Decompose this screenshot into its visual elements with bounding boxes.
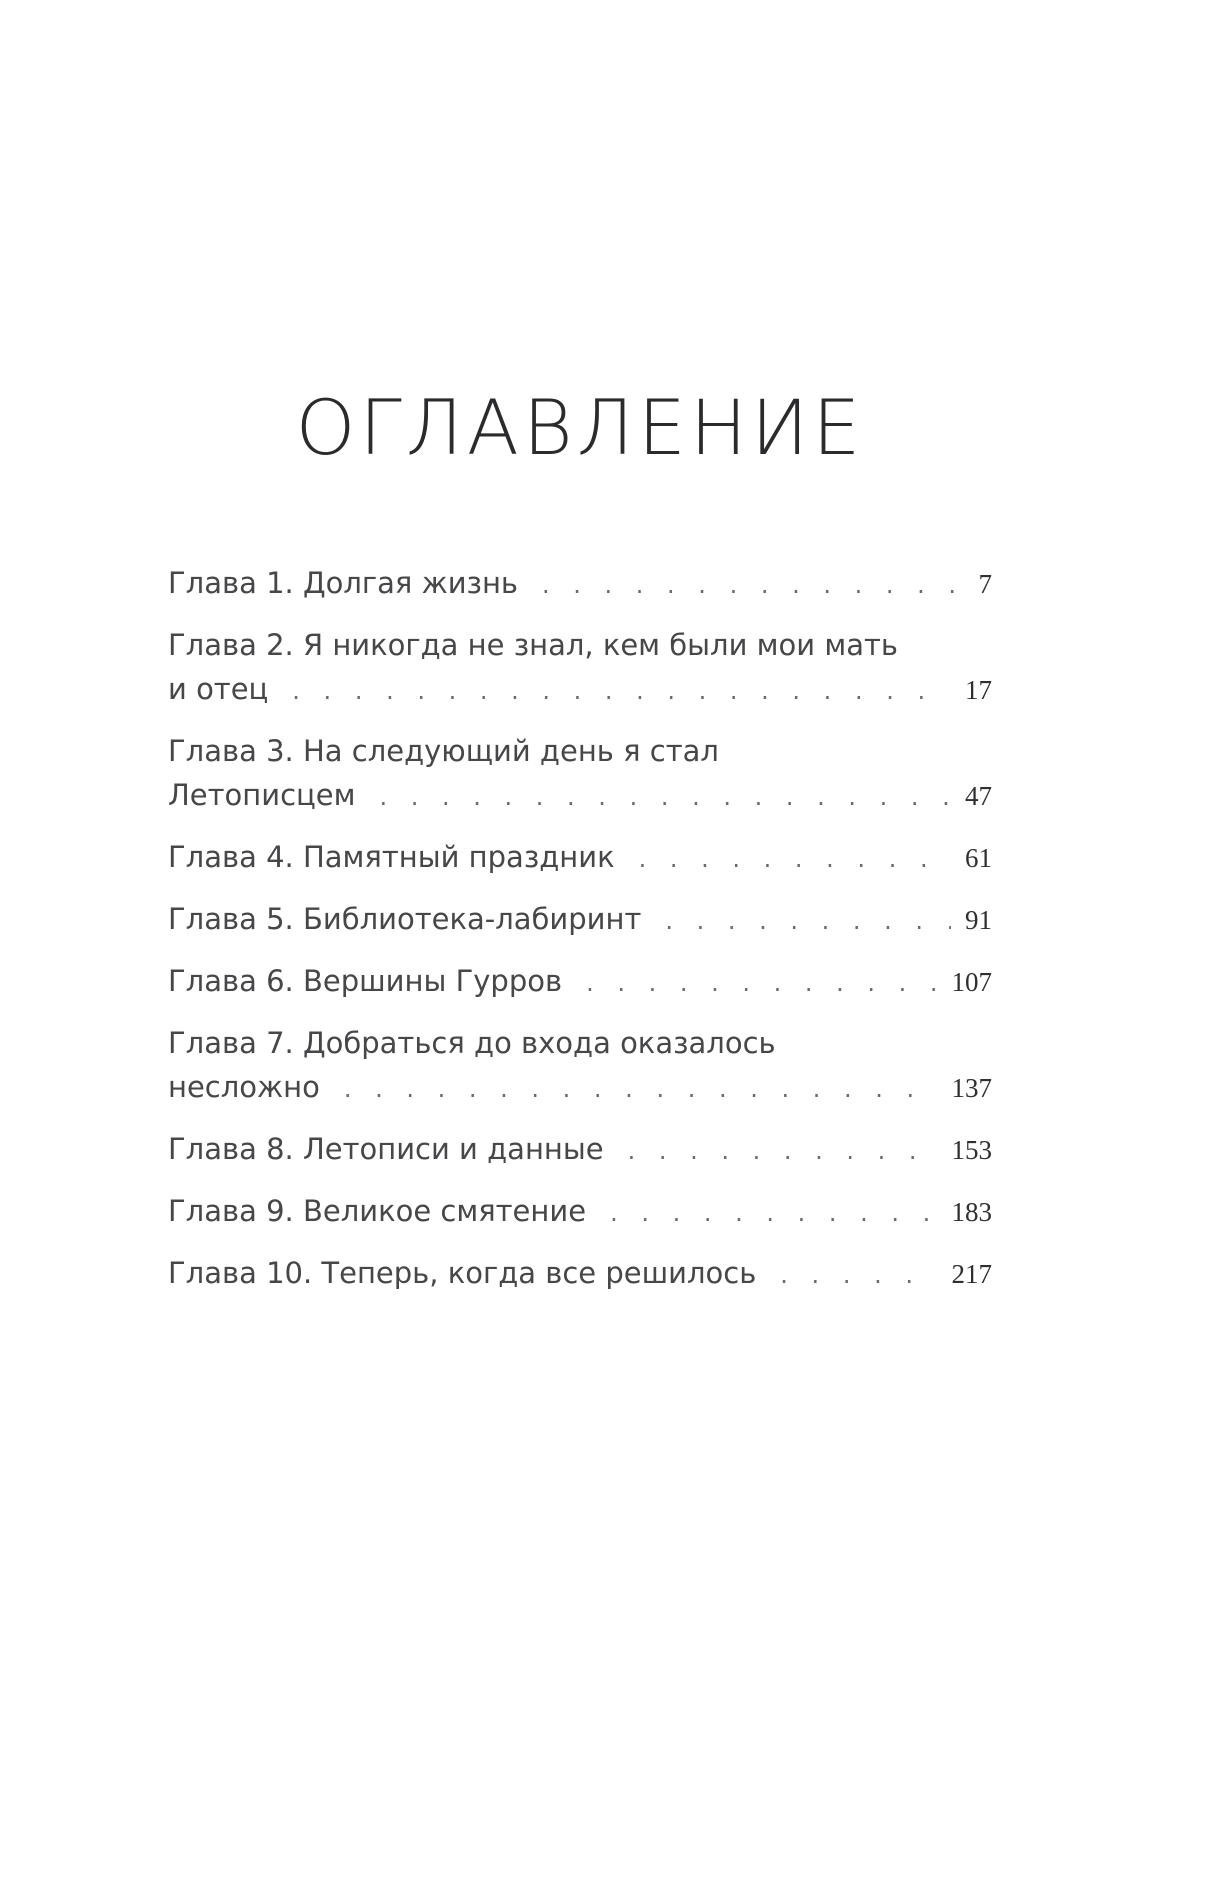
toc-entry-8[interactable] [168, 1127, 992, 1173]
toc-entry-title-continued: и отец [168, 672, 269, 706]
toc-page-number: 91 [965, 905, 992, 935]
toc-entry-title: Глава 5. Библиотека-лабиринт [168, 902, 642, 936]
toc-line [168, 1251, 992, 1297]
toc-page-number: 153 [951, 1135, 992, 1165]
toc-line [168, 835, 992, 881]
toc-entry-title: Глава 9. Великое смятение [168, 1194, 587, 1228]
toc-line [168, 1065, 992, 1111]
toc-entry-3[interactable] [168, 729, 992, 819]
dot-leader [639, 837, 951, 881]
toc-entry-title: Глава 2. Я никогда не знал, кем были мои мать [168, 628, 898, 662]
toc-line [168, 897, 992, 943]
dot-leader [665, 899, 951, 943]
dot-leader [344, 1067, 938, 1111]
toc-entry-title: Глава 6. Вершины Гурров [168, 964, 563, 998]
toc-entry-title-continued: Летописцем [168, 778, 356, 812]
toc-page-number: 137 [951, 1073, 992, 1103]
toc-line [168, 561, 992, 607]
toc-entry-9[interactable] [168, 1189, 992, 1235]
dot-leader [610, 1191, 937, 1235]
toc-entry-title: Глава 7. Добраться до входа оказалось [168, 1026, 776, 1060]
toc-page-number: 217 [951, 1259, 992, 1289]
toc-page-number: 47 [965, 781, 992, 811]
toc-entry-title: Глава 10. Теперь, когда все решилось [168, 1256, 757, 1290]
toc-line [168, 1127, 992, 1173]
toc-page-number: 17 [965, 675, 992, 705]
toc-entry-1[interactable] [168, 561, 992, 607]
dot-leader [628, 1129, 938, 1173]
toc-entry-2[interactable] [168, 623, 992, 713]
toc-entry-10[interactable] [168, 1251, 992, 1297]
toc-line [168, 959, 992, 1005]
dot-leader [542, 563, 964, 607]
table-of-contents [168, 561, 992, 1313]
toc-line [168, 1021, 992, 1065]
dot-leader [292, 669, 951, 713]
toc-entry-4[interactable] [168, 835, 992, 881]
toc-line [168, 667, 992, 713]
dot-leader [380, 775, 952, 819]
dot-leader [586, 961, 937, 1005]
toc-line [168, 773, 992, 819]
toc-entry-title: Глава 1. Долгая жизнь [168, 566, 519, 600]
toc-page-number: 61 [965, 843, 992, 873]
toc-page-number: 107 [951, 967, 992, 997]
toc-line [168, 729, 992, 773]
toc-entry-5[interactable] [168, 897, 992, 943]
toc-line [168, 1189, 992, 1235]
toc-page-number: 7 [978, 569, 992, 599]
toc-entry-6[interactable] [168, 959, 992, 1005]
toc-page-number: 183 [951, 1197, 992, 1227]
toc-entry-title-continued: несложно [168, 1070, 320, 1104]
toc-entry-title: Глава 4. Памятный праздник [168, 840, 615, 874]
toc-line [168, 623, 992, 667]
page-title: ОГЛАВЛЕНИЕ [295, 383, 865, 472]
toc-entry-title: Глава 8. Летописи и данные [168, 1132, 604, 1166]
toc-entry-7[interactable] [168, 1021, 992, 1111]
toc-entry-title: Глава 3. На следующий день я стал [168, 734, 719, 768]
dot-leader [780, 1253, 937, 1297]
